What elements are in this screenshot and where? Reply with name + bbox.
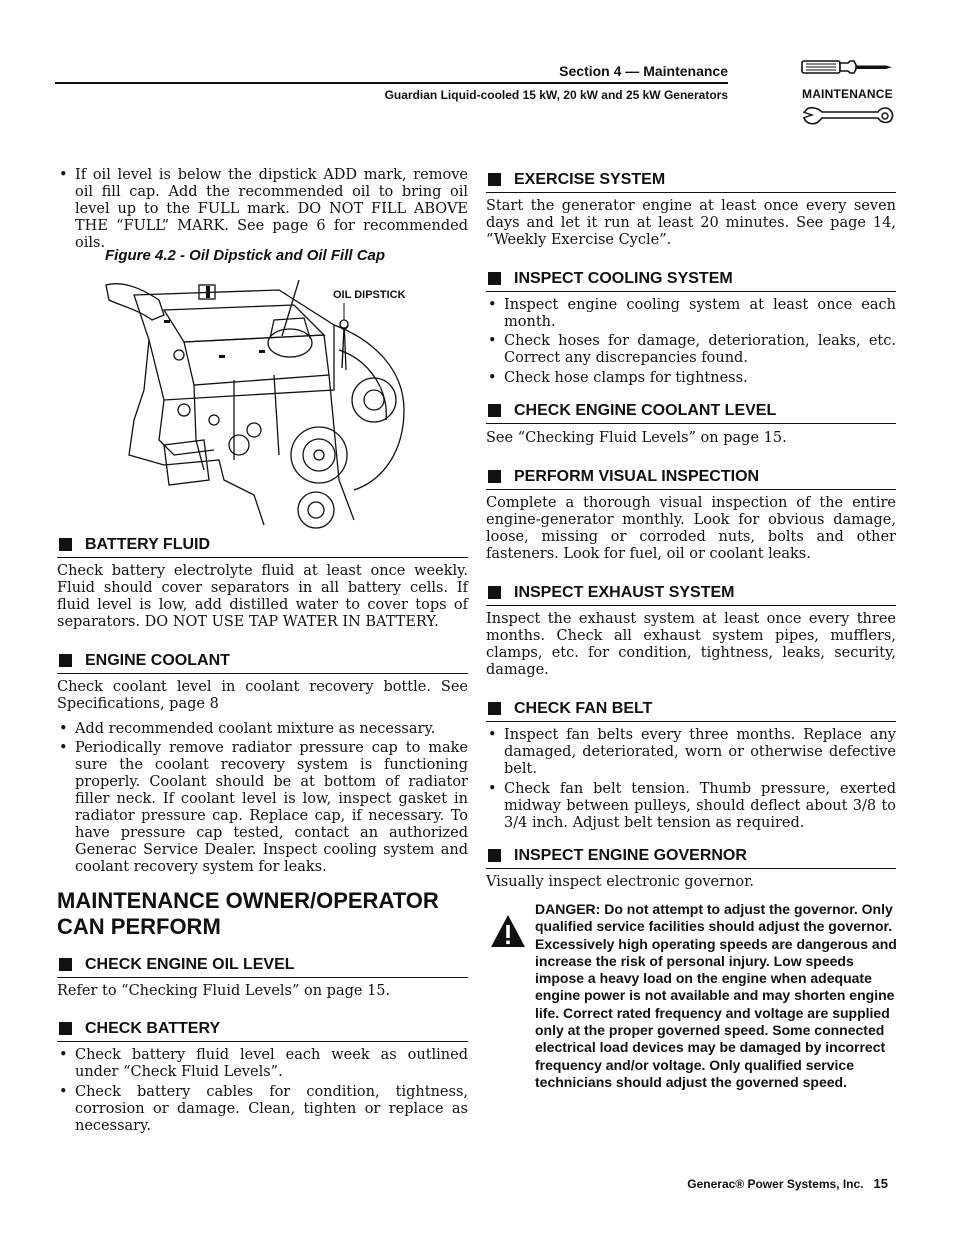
figure-caption: Figure 4.2 - Oil Dipstick and Oil Fill Cap bbox=[105, 247, 386, 264]
heading-marker bbox=[488, 470, 501, 483]
section-title: Section 4 — Maintenance bbox=[559, 63, 728, 79]
heading-text: ENGINE COOLANT bbox=[85, 652, 230, 669]
heading-text: INSPECT EXHAUST SYSTEM bbox=[514, 584, 735, 601]
oil-level-bullet: • If oil level is below the dipstick ADD mark, remove oil fill cap. Add the recommended oil to bring oil level up to the FULL mark. DO NOT FILL ABOVE THE “FULL” MARK. See page 6 for recommended oils. bbox=[57, 167, 468, 252]
heading-text: CHECK FAN BELT bbox=[514, 700, 653, 717]
list-item: • Check battery cables for condition, tightness, corrosion or damage. Clean, tighten or replace as necessary. bbox=[57, 1084, 468, 1135]
heading-text: BATTERY FLUID bbox=[85, 536, 211, 553]
maintenance-badge-label: MAINTENANCE bbox=[802, 87, 893, 101]
list-item: • Add recommended coolant mixture as necessary. bbox=[57, 721, 468, 738]
heading-visual-inspection bbox=[486, 468, 896, 490]
heading-check-coolant-level bbox=[486, 402, 896, 424]
list-item: • Inspect engine cooling system at least once each month. bbox=[486, 297, 896, 331]
heading-marker bbox=[488, 702, 501, 715]
heading-text: INSPECT COOLING SYSTEM bbox=[514, 270, 733, 287]
heading-text: PERFORM VISUAL INSPECTION bbox=[514, 468, 760, 485]
engine-coolant-text: Check coolant level in coolant recovery bottle. See Specifications, page 8 bbox=[57, 679, 468, 712]
list-item: • Periodically remove radiator pressure cap to make sure the coolant recovery system is functioning properly. Coolant should be at bottom of radiator filler neck. If coolant level is low, inspect gasket in radiator pressure cap. Replace cap, if necessary. To have pressure cap tested, contact an authorized Generac Service Dealer. Inspect cooling system and coolant recovery system for leaks. bbox=[57, 740, 468, 876]
heading-exercise-system bbox=[486, 171, 896, 193]
page-footer bbox=[687, 1176, 888, 1191]
list-item: • Inspect fan belts every three months. Replace any damaged, deteriorated, worn or otherwise defective belt. bbox=[486, 727, 896, 778]
heading-text: CHECK ENGINE OIL LEVEL bbox=[85, 956, 295, 973]
list-item: • Check fan belt tension. Thumb pressure, exerted midway between pulleys, should deflect about 3/8 to 3/4 inch. Adjust belt tension as required. bbox=[486, 781, 896, 832]
heading-text: CHECK BATTERY bbox=[85, 1020, 221, 1037]
coolant-level-text: See “Checking Fluid Levels” on page 15. bbox=[486, 430, 787, 446]
danger-notice: DANGER: Do not attempt to adjust the governor. Only qualified service facilities should adjust the governor. Excessively high operating speeds are dangerous and increase the risk of personal injury. Low speeds impose a heavy load on the engine when adequate engine power is not available and may shorten engine life. Correct rated frequency and voltage are supplied only at the proper governed speed. Some connected electrical load devices may be damaged by incorrect frequency and/or voltage. Only qualified service technicians should adjust the governed speed. bbox=[535, 901, 897, 1090]
visual-inspection-text: Complete a thorough visual inspection of the entire engine-generator monthly. Look for obvious damage, loose, missing or corroded nuts, bolts and other fasteners. Look for fuel, oil or coolant leaks. bbox=[486, 495, 896, 562]
exercise-text: Start the generator engine at least once every seven days and let it run at least 20 minutes. See page 14, “Weekly Exercise Cycle”. bbox=[486, 198, 896, 248]
heading-text: CHECK ENGINE COOLANT LEVEL bbox=[514, 402, 777, 419]
exhaust-text: Inspect the exhaust system at least once every three months. Check all exhaust system pipes, mufflers, clamps, etc. for condition, tightness, leaks, security, damage. bbox=[486, 611, 896, 678]
heading-inspect-governor bbox=[486, 847, 896, 869]
heading-marker bbox=[59, 1022, 72, 1035]
heading-marker bbox=[59, 538, 72, 551]
page-number: 15 bbox=[873, 1176, 888, 1191]
heading-marker bbox=[488, 404, 501, 417]
list-item: • Check battery fluid level each week as outlined under “Check Fluid Levels”. bbox=[57, 1047, 468, 1081]
list-item: • Check hoses for damage, deterioration, leaks, etc. Correct any discrepancies found. bbox=[486, 333, 896, 367]
heading-engine-coolant bbox=[57, 652, 468, 674]
heading-battery-fluid bbox=[57, 536, 468, 558]
check-oil-text: Refer to “Checking Fluid Levels” on page 15. bbox=[57, 983, 391, 999]
heading-check-engine-oil bbox=[57, 956, 468, 978]
oil-dipstick-label: OIL DIPSTICK bbox=[333, 289, 406, 301]
dipstick-callout-line bbox=[335, 303, 355, 368]
danger-warning-icon bbox=[490, 914, 526, 948]
heading-marker bbox=[488, 272, 501, 285]
heading-inspect-cooling bbox=[486, 270, 896, 292]
section-heading-maintenance-owner: MAINTENANCE OWNER/OPERATOR CAN PERFORM bbox=[57, 888, 439, 939]
heading-marker bbox=[59, 654, 72, 667]
heading-marker bbox=[488, 586, 501, 599]
heading-marker bbox=[488, 173, 501, 186]
heading-text: INSPECT ENGINE GOVERNOR bbox=[514, 847, 747, 864]
list-item: • Check hose clamps for tightness. bbox=[486, 370, 896, 387]
heading-text: EXERCISE SYSTEM bbox=[514, 171, 666, 188]
governor-text: Visually inspect electronic governor. bbox=[486, 874, 755, 890]
header-rule bbox=[55, 82, 728, 84]
document-title: Guardian Liquid-cooled 15 kW, 20 kW and 25 kW Generators bbox=[384, 88, 728, 102]
heading-marker bbox=[59, 958, 72, 971]
heading-check-battery bbox=[57, 1020, 468, 1042]
heading-inspect-exhaust bbox=[486, 584, 896, 606]
heading-check-fan-belt bbox=[486, 700, 896, 722]
footer-company: Generac® Power Systems, Inc. bbox=[687, 1177, 864, 1191]
engine-illustration bbox=[104, 280, 414, 530]
battery-fluid-text: Check battery electrolyte fluid at least once weekly. Fluid should cover separators in all battery cells. If fluid level is low, add distilled water to cover tops of separators. DO NOT USE TAP WATER IN BATTERY. bbox=[57, 563, 468, 630]
heading-marker bbox=[488, 849, 501, 862]
